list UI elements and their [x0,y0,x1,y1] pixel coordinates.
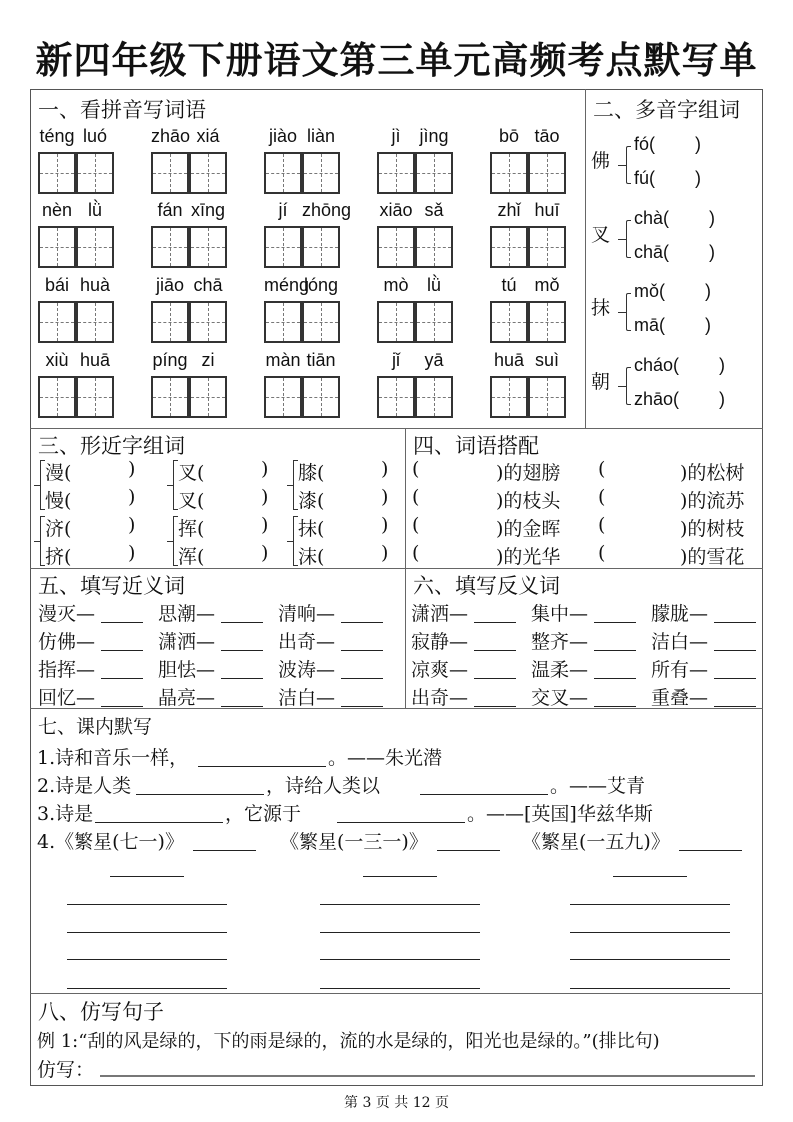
answer-blank[interactable] [101,678,143,679]
answer-blank[interactable] [714,706,756,707]
word-prompt: 交叉— [531,687,589,709]
tianzige-box[interactable] [189,301,227,343]
pinyin-syllable: zhāo [151,126,191,146]
answer-blank[interactable] [136,794,264,795]
polyphone-reading[interactable]: mā( ) [634,315,712,335]
word-prompt: 洁白— [278,687,336,709]
answer-blank[interactable] [337,822,465,823]
match-phrase[interactable]: )的树枝 [680,518,745,540]
pinyin-syllable: mǒ [534,275,560,295]
recite-line-1-start: 1.诗和音乐一样， [37,747,189,769]
polyphone-char: 佛 [591,150,611,172]
tianzige-box[interactable] [76,226,114,268]
answer-line[interactable] [67,959,227,960]
tianzige-box[interactable] [264,376,302,418]
tianzige-box[interactable] [528,376,566,418]
recite-line-2-end: 。——艾青 [550,775,646,797]
polyphone-reading[interactable]: mǒ( ) [634,281,712,301]
pinyin-syllable: nèn [41,200,73,220]
match-phrase[interactable]: )的枝头 [496,490,561,512]
pinyin-syllable: luó [82,126,108,146]
tianzige-box[interactable] [264,152,302,194]
answer-blank[interactable] [474,678,516,679]
tianzige-box[interactable] [76,152,114,194]
bracket-tick [287,485,293,486]
polyphone-char: 叉 [591,224,611,246]
recite-line-2-start: 2.诗是人类 [37,775,132,797]
pinyin-syllable: méng [264,275,310,295]
close-paren: ) [261,458,269,480]
polyphone-reading[interactable]: chà( ) [634,208,716,228]
tianzige-box[interactable] [415,376,453,418]
match-phrase[interactable]: )的翅膀 [496,462,561,484]
word-prompt: 漫灭— [38,603,96,625]
word-prompt: 波涛— [278,659,336,681]
tianzige-box[interactable] [490,376,528,418]
pinyin-syllable: tú [501,275,517,295]
section5-title: 五、填写近义词 [38,574,185,598]
bracket-tick [618,239,626,240]
tianzige-box[interactable] [302,376,340,418]
answer-blank[interactable] [437,850,500,851]
page-number: 第 3 页 共 12 页 [344,1095,449,1111]
recite-line-3-end: 。——[英国]华兹华斯 [467,803,653,825]
word-prompt: 回忆— [38,687,96,709]
polyphone-reading[interactable]: chā( ) [634,242,716,262]
answer-line[interactable] [570,904,730,905]
section8-title: 八、仿写句子 [38,1000,164,1024]
pinyin-syllable: xiá [196,126,220,146]
recite-line-3-mid: ，它源于 [225,803,302,825]
pinyin-syllable: jì [391,126,401,146]
word-prompt: 出奇— [411,687,469,709]
word-prompt: 重叠— [651,687,709,709]
pinyin-syllable: jìng [419,126,449,146]
tianzige-box[interactable] [490,226,528,268]
answer-blank[interactable] [474,622,516,623]
answer-blank[interactable] [714,622,756,623]
bracket-tick [618,386,626,387]
pinyin-syllable: píng [152,350,188,370]
tianzige-box[interactable] [415,152,453,194]
close-paren: ) [381,514,389,536]
pinyin-syllable: sǎ [424,200,444,220]
polyphone-reading[interactable]: zhāo( ) [634,389,726,409]
answer-blank[interactable] [101,622,143,623]
close-paren: ) [128,514,136,536]
word-prompt: 温柔— [531,659,589,681]
close-paren: ) [381,458,389,480]
pinyin-syllable: lǜ [426,275,441,295]
answer-blank[interactable] [341,706,383,707]
bracket-tick [287,541,293,542]
tianzige-box[interactable] [264,226,302,268]
bracket-tick [34,485,40,486]
word-prompt: 仿佛— [38,631,96,653]
pinyin-syllable: huī [534,200,560,220]
answer-line[interactable] [320,988,480,989]
open-paren: ( [598,458,606,480]
pinyin-syllable: jǐ [392,350,400,370]
answer-blank[interactable] [221,622,263,623]
section2-title: 二、多音字组词 [593,98,740,122]
pinyin-syllable: lóng [303,275,339,295]
bracket [626,293,631,331]
pinyin-syllable: jí [278,200,288,220]
similar-char: 挥( [178,518,205,540]
close-paren: ) [128,486,136,508]
section7-title: 七、课内默写 [38,716,153,738]
pinyin-syllable: xīng [190,200,226,220]
tianzige-box[interactable] [38,376,76,418]
answer-blank[interactable] [198,766,326,767]
word-prompt: 潇洒— [158,631,216,653]
match-phrase[interactable]: )的金晖 [496,518,561,540]
polyphone-reading[interactable]: fó( ) [634,134,702,154]
tianzige-box[interactable] [490,301,528,343]
tianzige-box[interactable] [415,226,453,268]
similar-char: 叉( [178,490,205,512]
word-prompt: 整齐— [531,631,589,653]
answer-line[interactable] [67,904,227,905]
open-paren: ( [598,542,606,564]
match-phrase[interactable]: )的雪花 [680,546,745,568]
word-prompt: 凉爽— [411,659,469,681]
answer-blank[interactable] [341,678,383,679]
section4-title: 四、词语搭配 [413,434,539,458]
tianzige-box[interactable] [528,152,566,194]
pinyin-syllable: jiāo [155,275,185,295]
pinyin-syllable: liàn [306,126,336,146]
bracket-tick [618,312,626,313]
answer-blank[interactable] [95,822,223,823]
open-paren: ( [598,486,606,508]
answer-line[interactable] [570,959,730,960]
pinyin-syllable: zi [201,350,215,370]
pinyin-syllable: xiù [45,350,69,370]
open-paren: ( [412,486,420,508]
answer-line[interactable] [320,932,480,933]
tianzige-box[interactable] [302,226,340,268]
tianzige-box[interactable] [189,226,227,268]
answer-blank[interactable] [101,650,143,651]
tianzige-box[interactable] [264,301,302,343]
example-sentence: 例 1:“刮的风是绿的，下的雨是绿的，流的水是绿的，阳光也是绿的。”(排比句) [37,1031,660,1052]
polyphone-char: 抹 [591,297,611,319]
similar-char: 漆( [298,490,325,512]
answer-blank[interactable] [474,706,516,707]
similar-char: 沫( [298,546,325,568]
similar-char: 膝( [298,462,325,484]
pinyin-syllable: fán [157,200,183,220]
pinyin-syllable: zhōng [302,200,352,220]
close-paren: ) [261,514,269,536]
answer-blank[interactable] [474,650,516,651]
close-paren: ) [381,486,389,508]
bracket-tick [167,541,173,542]
word-prompt: 晶亮— [158,687,216,709]
answer-blank[interactable] [714,650,756,651]
close-paren: ) [261,486,269,508]
page-title: 新四年级下册语文第三单元高频考点默写单 [35,38,758,82]
tianzige-box[interactable] [189,152,227,194]
answer-line[interactable] [67,988,227,989]
tianzige-box[interactable] [76,301,114,343]
similar-char: 漫( [45,462,72,484]
bracket [626,146,631,184]
similar-char: 济( [45,518,72,540]
pinyin-syllable: suì [534,350,559,370]
divider [30,568,763,569]
word-prompt: 潇洒— [411,603,469,625]
answer-blank[interactable] [221,650,263,651]
similar-char: 浑( [178,546,205,568]
answer-line[interactable] [613,876,687,877]
poem-title: 《繁星(一三一)》 [280,831,428,853]
word-prompt: 集中— [531,603,589,625]
pinyin-syllable: mò [383,275,409,295]
tianzige-box[interactable] [189,376,227,418]
close-paren: ) [128,458,136,480]
answer-blank[interactable] [193,850,256,851]
tianzige-box[interactable] [151,226,189,268]
answer-line[interactable] [570,932,730,933]
tianzige-box[interactable] [38,301,76,343]
similar-char: 抹( [298,518,325,540]
answer-blank[interactable] [221,678,263,679]
word-prompt: 胆怯— [158,659,216,681]
answer-blank[interactable] [101,706,143,707]
bracket-tick [618,165,626,166]
bracket-tick [34,541,40,542]
pinyin-syllable: tāo [534,126,560,146]
close-paren: ) [381,542,389,564]
tianzige-box[interactable] [151,301,189,343]
tianzige-box[interactable] [415,301,453,343]
answer-line[interactable] [67,932,227,933]
word-prompt: 洁白— [651,631,709,653]
word-prompt: 指挥— [38,659,96,681]
polyphone-char: 朝 [591,371,611,393]
word-prompt: 出奇— [278,631,336,653]
pinyin-syllable: huà [79,275,111,295]
divider [30,993,763,994]
answer-line[interactable] [320,904,480,905]
word-prompt: 清响— [278,603,336,625]
answer-blank[interactable] [714,678,756,679]
similar-char: 挤( [45,546,72,568]
open-paren: ( [412,514,420,536]
pinyin-syllable: bái [44,275,70,295]
pinyin-syllable: téng [39,126,75,146]
word-prompt: 思潮— [158,603,216,625]
pinyin-syllable: huā [79,350,111,370]
pinyin-syllable: xiāo [379,200,413,220]
answer-blank[interactable] [594,678,636,679]
word-prompt: 朦胧— [651,603,709,625]
polyphone-reading[interactable]: fú( ) [634,168,702,188]
close-paren: ) [261,542,269,564]
tianzige-box[interactable] [377,226,415,268]
tianzige-box[interactable] [528,226,566,268]
tianzige-box[interactable] [151,152,189,194]
recite-line-2-mid: ，诗给人类以 [266,775,381,797]
recite-line-1-end: 。——朱光潜 [328,747,443,769]
similar-char: 慢( [45,490,72,512]
match-phrase[interactable]: )的松树 [680,462,745,484]
pinyin-syllable: zhǐ [497,200,521,220]
divider [585,89,586,428]
similar-char: 叉( [178,462,205,484]
bracket-tick [167,485,173,486]
recite-line-3-start: 3.诗是 [37,803,94,825]
answer-blank[interactable] [341,650,383,651]
pinyin-syllable: lǜ [87,200,102,220]
tianzige-box[interactable] [302,152,340,194]
tianzige-box[interactable] [490,152,528,194]
word-prompt: 寂静— [411,631,469,653]
open-paren: ( [412,458,420,480]
section6-title: 六、填写反义词 [413,574,560,598]
answer-blank[interactable] [594,706,636,707]
answer-blank[interactable] [679,850,742,851]
tianzige-box[interactable] [302,301,340,343]
answer-blank[interactable] [594,650,636,651]
pinyin-syllable: yā [424,350,444,370]
answer-line[interactable] [570,988,730,989]
pinyin-syllable: màn [265,350,301,370]
poem-title: 《繁星(一五九)》 [522,831,670,853]
tianzige-box[interactable] [377,301,415,343]
tianzige-box[interactable] [151,376,189,418]
answer-blank[interactable] [420,794,548,795]
close-paren: ) [128,542,136,564]
pinyin-syllable: chā [193,275,223,295]
answer-blank[interactable] [221,706,263,707]
section1-title: 一、看拼音写词语 [38,98,206,122]
imitate-label: 仿写： [37,1059,95,1081]
tianzige-box[interactable] [528,301,566,343]
tianzige-box[interactable] [377,152,415,194]
answer-blank[interactable] [341,622,383,623]
pinyin-syllable: jiào [268,126,298,146]
answer-line[interactable] [320,959,480,960]
tianzige-box[interactable] [38,226,76,268]
tianzige-box[interactable] [76,376,114,418]
word-prompt: 所有— [651,659,709,681]
tianzige-box[interactable] [38,152,76,194]
polyphone-reading[interactable]: cháo( ) [634,355,726,375]
tianzige-box[interactable] [377,376,415,418]
pinyin-syllable: bō [498,126,520,146]
section3-title: 三、形近字组词 [38,434,185,458]
pinyin-syllable: tiān [306,350,336,370]
answer-blank[interactable] [594,622,636,623]
bracket [626,367,631,405]
poem-title: 4.《繁星(七一)》 [37,831,184,853]
answer-line[interactable] [110,876,184,877]
match-phrase[interactable]: )的光华 [496,546,561,568]
divider [30,428,763,429]
bracket [626,220,631,258]
match-phrase[interactable]: )的流苏 [680,490,745,512]
pinyin-syllable: huā [493,350,525,370]
open-paren: ( [598,514,606,536]
imitate-answer-line[interactable] [100,1075,755,1077]
open-paren: ( [412,542,420,564]
answer-line[interactable] [363,876,437,877]
